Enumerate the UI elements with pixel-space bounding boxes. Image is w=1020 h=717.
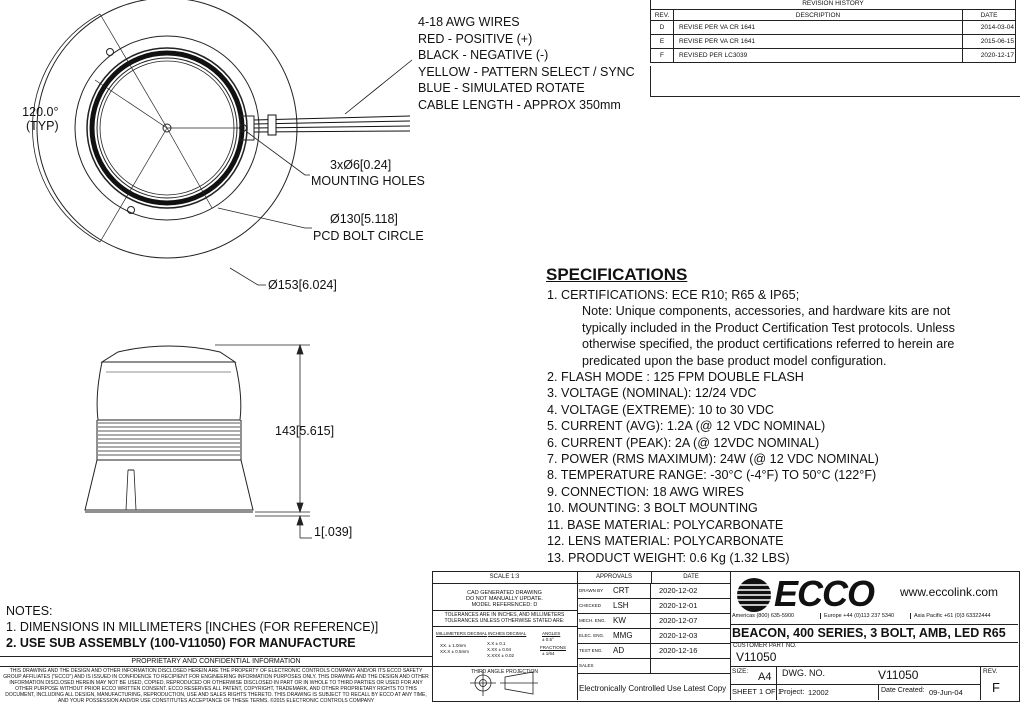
approval-role: ELEC. ENG.: [579, 633, 605, 638]
part-title: BEACON, 400 SERIES, 3 BOLT, AMB, LED R65: [732, 626, 1006, 640]
approval-name: AD: [607, 644, 651, 658]
spec-item: 12. LENS MATERIAL: POLYCARBONATE: [547, 534, 784, 549]
height-dimension: [215, 345, 312, 538]
wire-note: RED - POSITIVE (+): [418, 31, 533, 46]
contact-americas: Americas (800) 635-5900: [732, 613, 795, 619]
specifications-title: SPECIFICATIONS: [546, 265, 688, 284]
wire-notes: [418, 14, 635, 113]
size-label: SIZE:: [732, 668, 749, 675]
approval-row: [577, 614, 730, 629]
date-created: 09-Jun-04: [929, 688, 963, 697]
wire-note: BLACK - NEGATIVE (-): [418, 48, 549, 62]
proprietary-text: THIS DRAWING AND THE DESIGN AND OTHER INFORMATION DISCLOSED HEREIN ARE THE PROPERTY OF ELECTRONIC CONTROLS COMPANY AND/OR ITS ECCO SAFETY GROUP AFFILIATES ("ECCO") AND IS ISSUED IN CONFIDENCE TO RECIPIENT FOR ENGINEERING INFORMATION PURPOSES ONLY. THIS DRAWING AND THE DESIGN AND OTHER INFORMATION DISCLOSED HEREIN MAY NOT BE USED, COPIED, REPRODUCED OR OTHERWISE DISCLOSED IN PART OR IN WHOLE TO THIRD PARTIES OR USED FOR ANY OTHER PURPOSE WITHOUT PRIOR ECCO WRITTEN CONSENT. ECCO RESERVES ALL PATENT, COPYRIGHT, TRADEMARK, AND OTHER PROPRIETARY RIGHTS TO THIS DOCUMENT, INCLUDING ALL DESIGN, MANUFACTURING, REPRODUCTION, USE AND SALES RIGHTS THERETO. THIS DRAWING IS SUBJECT TO RECALL BY ECCO AT ANY TIME, AND YOUR POSSESSION AND/OR USE CONSTITUTES ACCEPTANCE OF THESE TERMS. ©2015 ELECTRONIC CONTROLS COMPANY: [3, 668, 429, 704]
approval-date: 2020-12-16: [659, 646, 698, 655]
side-view-drawing: [85, 346, 253, 512]
top-view-drawing: [32, 0, 297, 258]
spec-item: 1. CERTIFICATIONS: ECE R10; R65 & IP65;: [547, 288, 800, 302]
approval-date: 2020-12-02: [659, 586, 698, 595]
ecco-logo-text: ECCO: [774, 573, 875, 614]
approval-row: [577, 584, 730, 599]
approval-role: SALES: [579, 663, 594, 668]
note-item: 2. USE SUB ASSEMBLY (100-V11050) FOR MANUFACTURE: [6, 636, 356, 650]
spec-item: 6. CURRENT (PEAK): 2A (@ 12VDC NOMINAL): [547, 435, 820, 450]
date-header: DATE: [963, 10, 1016, 21]
mounting-holes-label: MOUNTING HOLES: [311, 174, 425, 188]
cad-note: CAD GENERATED DRAWING DO NOT MANUALLY UPDATE. MODEL REFERENCED: D: [432, 584, 577, 611]
angle-dimension: [22, 105, 59, 133]
spec-item: 3. VOLTAGE (NOMINAL): 12/24 VDC: [547, 386, 757, 401]
spec-item: 10. MOUNTING: 3 BOLT MOUNTING: [547, 501, 758, 516]
uncontrolled-note: Electronically Controlled Use Latest Copy: [579, 684, 727, 693]
outer-diameter-callout: Ø153[6.024]: [268, 278, 337, 292]
notes-title: NOTES:: [6, 604, 53, 618]
spec-item: 4. VOLTAGE (EXTREME): 10 to 30 VDC: [547, 402, 774, 417]
table-row: F REVISED PER LC3039 2020-12-17: [651, 49, 1016, 63]
mounting-holes-callout: 3xØ6[0.24]: [330, 158, 392, 172]
rev-header: REV.: [651, 10, 674, 21]
approval-date: 2020-12-01: [659, 601, 698, 610]
tolerance-note: TOLERANCES ARE IN INCHES, AND MILLIMETERS TOLERANCES UNLESS OTHERWISE STATED ARE:: [432, 611, 577, 627]
spec-item: 7. POWER (RMS MAXIMUM): 24W (@ 12 VDC NOMINAL): [547, 452, 879, 467]
approval-role: DRAWN BY: [579, 588, 604, 593]
pcd-callout: Ø130[5.118]: [330, 212, 398, 226]
spec-item: 8. TEMPERATURE RANGE: -30°C (-4°F) TO 50°C (122°F): [547, 468, 877, 483]
rev-value: F: [992, 680, 1000, 695]
wire-bundle: [254, 60, 412, 135]
approval-name: CRT: [607, 584, 651, 598]
approval-row: [577, 629, 730, 644]
specifications-list: [547, 287, 1007, 566]
website: www.eccolink.com: [900, 585, 999, 599]
spec-note: typically included in the Product Certification Test protocols. Unless: [582, 320, 955, 335]
pcd-label: PCD BOLT CIRCLE: [313, 229, 424, 243]
notes-block: [6, 603, 378, 651]
project-label: Project:: [779, 687, 805, 696]
size-value: A4: [758, 671, 772, 683]
wire-note: YELLOW - PATTERN SELECT / SYNC: [418, 64, 635, 79]
customer-part-number: V11050: [736, 650, 777, 664]
contact-europe: Europe +44 (0)113 237 5340: [820, 613, 894, 619]
approvals-date-header: DATE: [683, 574, 699, 580]
approval-date: [651, 659, 730, 673]
approval-date: 2020-12-03: [659, 631, 698, 640]
divider: [980, 666, 981, 700]
proprietary-block: [0, 656, 433, 704]
table-row: E REVISE PER VA CR 1641 2015-06-15: [651, 35, 1016, 49]
tolerance-panel: [432, 571, 578, 700]
table-row: D REVISE PER VA CR 1641 2014-03-04: [651, 21, 1016, 35]
divider: [650, 66, 651, 96]
approval-row: [577, 599, 730, 614]
note-item: 1. DIMENSIONS IN MILLIMETERS [INCHES (FOR REFERENCE)]: [6, 620, 379, 634]
logo-area: [730, 571, 1018, 625]
approval-name: [607, 659, 651, 673]
approval-row: [577, 644, 730, 659]
angle-value: 120.0°: [22, 105, 59, 119]
wire-note: BLUE - SIMULATED ROTATE: [418, 81, 585, 95]
sheet-number: SHEET 1 OF 1: [732, 687, 782, 696]
approval-row: [577, 659, 730, 674]
approval-name: LSH: [607, 599, 651, 613]
height-callout: 143[5.615]: [275, 424, 335, 438]
approval-role: TEST ENG.: [579, 648, 603, 653]
approvals-panel: [577, 571, 731, 700]
approval-name: KW: [607, 614, 651, 628]
spec-item: 13. PRODUCT WEIGHT: 0.6 Kg (1.32 LBS): [547, 550, 790, 565]
revision-history-table: [650, 0, 1016, 63]
description-header: DESCRIPTION: [674, 10, 963, 21]
wire-note: CABLE LENGTH - APPROX 350mm: [418, 97, 621, 112]
customer-part-label: CUSTOMER PART NO.: [733, 643, 797, 649]
approval-name: MMG: [607, 629, 651, 643]
divider: [730, 666, 1018, 667]
drawing-number: V11050: [878, 668, 919, 682]
divider: [650, 96, 1020, 97]
scale: SCALE 1:3: [432, 571, 577, 584]
approvals-rows: [577, 584, 730, 674]
spec-item: 9. CONNECTION: 18 AWG WIRES: [547, 484, 744, 499]
gap-callout: 1[.039]: [314, 525, 353, 539]
projection-label: THIRD ANGLE PROJECTION: [471, 669, 538, 675]
wire-note: 4-18 AWG WIRES: [418, 15, 520, 29]
approval-role: MECH. ENG.: [579, 618, 606, 623]
contact-asia: Asia Pacific +61 (0)3 63322444: [910, 613, 991, 619]
revision-history-title: REVISION HISTORY: [651, 0, 1016, 10]
spec-note: predicated upon the base product model configuration.: [582, 353, 887, 368]
spec-note: otherwise specified, the product certifications referred to herein are: [582, 337, 955, 352]
divider: [878, 684, 879, 700]
ecco-globe-icon: [734, 575, 774, 615]
spec-note: Note: Unique components, accessories, and hardware kits are not: [582, 304, 951, 319]
divider: [730, 684, 980, 685]
angle-note: (TYP): [26, 119, 59, 133]
approval-date: 2020-12-07: [659, 616, 698, 625]
approvals-header: APPROVALS: [577, 571, 652, 583]
project-number: 12002: [808, 688, 829, 697]
date-created-label: Date Created:: [881, 687, 925, 694]
spec-item: 5. CURRENT (AVG): 1.2A (@ 12 VDC NOMINAL): [547, 419, 826, 434]
spec-item: 2. FLASH MODE : 125 FPM DOUBLE FLASH: [547, 370, 804, 385]
proprietary-title: PROPRIETARY AND CONFIDENTIAL INFORMATION: [0, 657, 432, 667]
spec-item: 11. BASE MATERIAL: POLYCARBONATE: [547, 517, 784, 532]
dwg-no-label: DWG. NO.: [782, 668, 825, 678]
rev-label: REV.: [983, 668, 998, 675]
approval-role: CHECKED: [579, 603, 602, 608]
tolerance-values: MILLIMETERS DECIMAL INCHES DECIMAL ANGLES ± 0.5° XX. ± 1.0mm XX.X ± 0.5mm X.X ± 0.1 X.XX ± 0.04 X.XXX ± 0.02 FRACTIONS ± 1/64: [432, 627, 577, 667]
